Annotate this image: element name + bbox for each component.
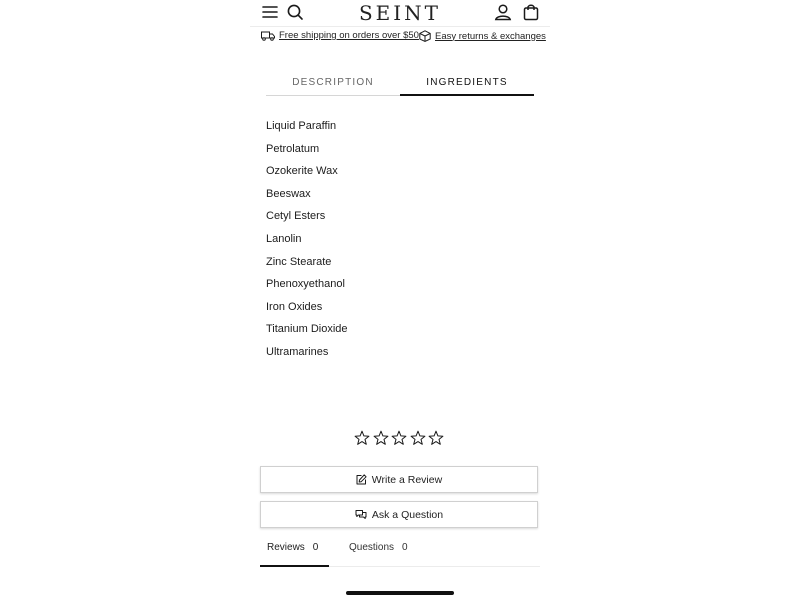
questions-tab-label: Questions (349, 542, 395, 553)
product-info-tabs (266, 72, 534, 96)
home-indicator[interactable] (346, 591, 454, 595)
ingredient-item: Zinc Stearate (266, 255, 332, 268)
star-icon[interactable] (391, 430, 407, 446)
reviews-count: 0 (312, 542, 319, 553)
easy-returns-link[interactable] (419, 30, 546, 42)
perks-bar (250, 30, 550, 48)
ingredient-item: Phenoxyethanol (266, 278, 345, 291)
chat-bubbles-icon (355, 509, 367, 520)
ingredient-item: Lanolin (266, 232, 302, 245)
ingredient-item: Beeswax (266, 187, 311, 200)
tab-ingredients[interactable]: INGREDIENTS (400, 72, 534, 96)
free-shipping-link[interactable] (261, 30, 419, 41)
star-icon[interactable] (428, 430, 444, 446)
ingredient-item: Liquid Paraffin (266, 120, 337, 132)
brand-logo[interactable]: SEINT (358, 1, 442, 25)
pencil-icon (356, 474, 367, 485)
shopping-bag-icon[interactable] (522, 3, 540, 21)
ingredient-item: Cetyl Esters (266, 210, 326, 223)
ingredient-item: Ultramarines (266, 345, 329, 358)
free-shipping-text[interactable]: Free shipping on orders over $50 (279, 30, 419, 41)
star-icon[interactable] (373, 430, 389, 446)
tab-description[interactable]: DESCRIPTION (292, 77, 374, 88)
ingredient-item: Titanium Dioxide (266, 323, 348, 336)
tab-questions[interactable] (349, 536, 429, 567)
reviews-tab-label: Reviews (267, 542, 305, 553)
questions-count: 0 (402, 542, 408, 553)
easy-returns-text[interactable]: Easy returns & exchanges (435, 30, 546, 42)
ask-question-button[interactable] (260, 501, 538, 528)
truck-icon (261, 31, 275, 41)
ingredient-item: Iron Oxides (266, 300, 323, 313)
star-icon[interactable] (410, 430, 426, 446)
write-review-button[interactable] (260, 466, 538, 493)
ask-question-label: Ask a Question (371, 508, 444, 521)
ingredient-item: Petrolatum (266, 142, 320, 155)
reviews-questions-tabs (260, 536, 540, 567)
ingredients-list (266, 117, 348, 366)
ingredient-item: Ozokerite Wax (266, 165, 338, 178)
star-icon[interactable] (354, 430, 370, 446)
product-page (250, 0, 550, 600)
star-rating (354, 430, 444, 446)
top-nav-bar (250, 0, 550, 27)
tab-reviews[interactable] (260, 536, 329, 567)
write-review-label: Write a Review (371, 473, 443, 486)
account-icon[interactable] (494, 3, 512, 21)
box-icon (419, 30, 431, 42)
